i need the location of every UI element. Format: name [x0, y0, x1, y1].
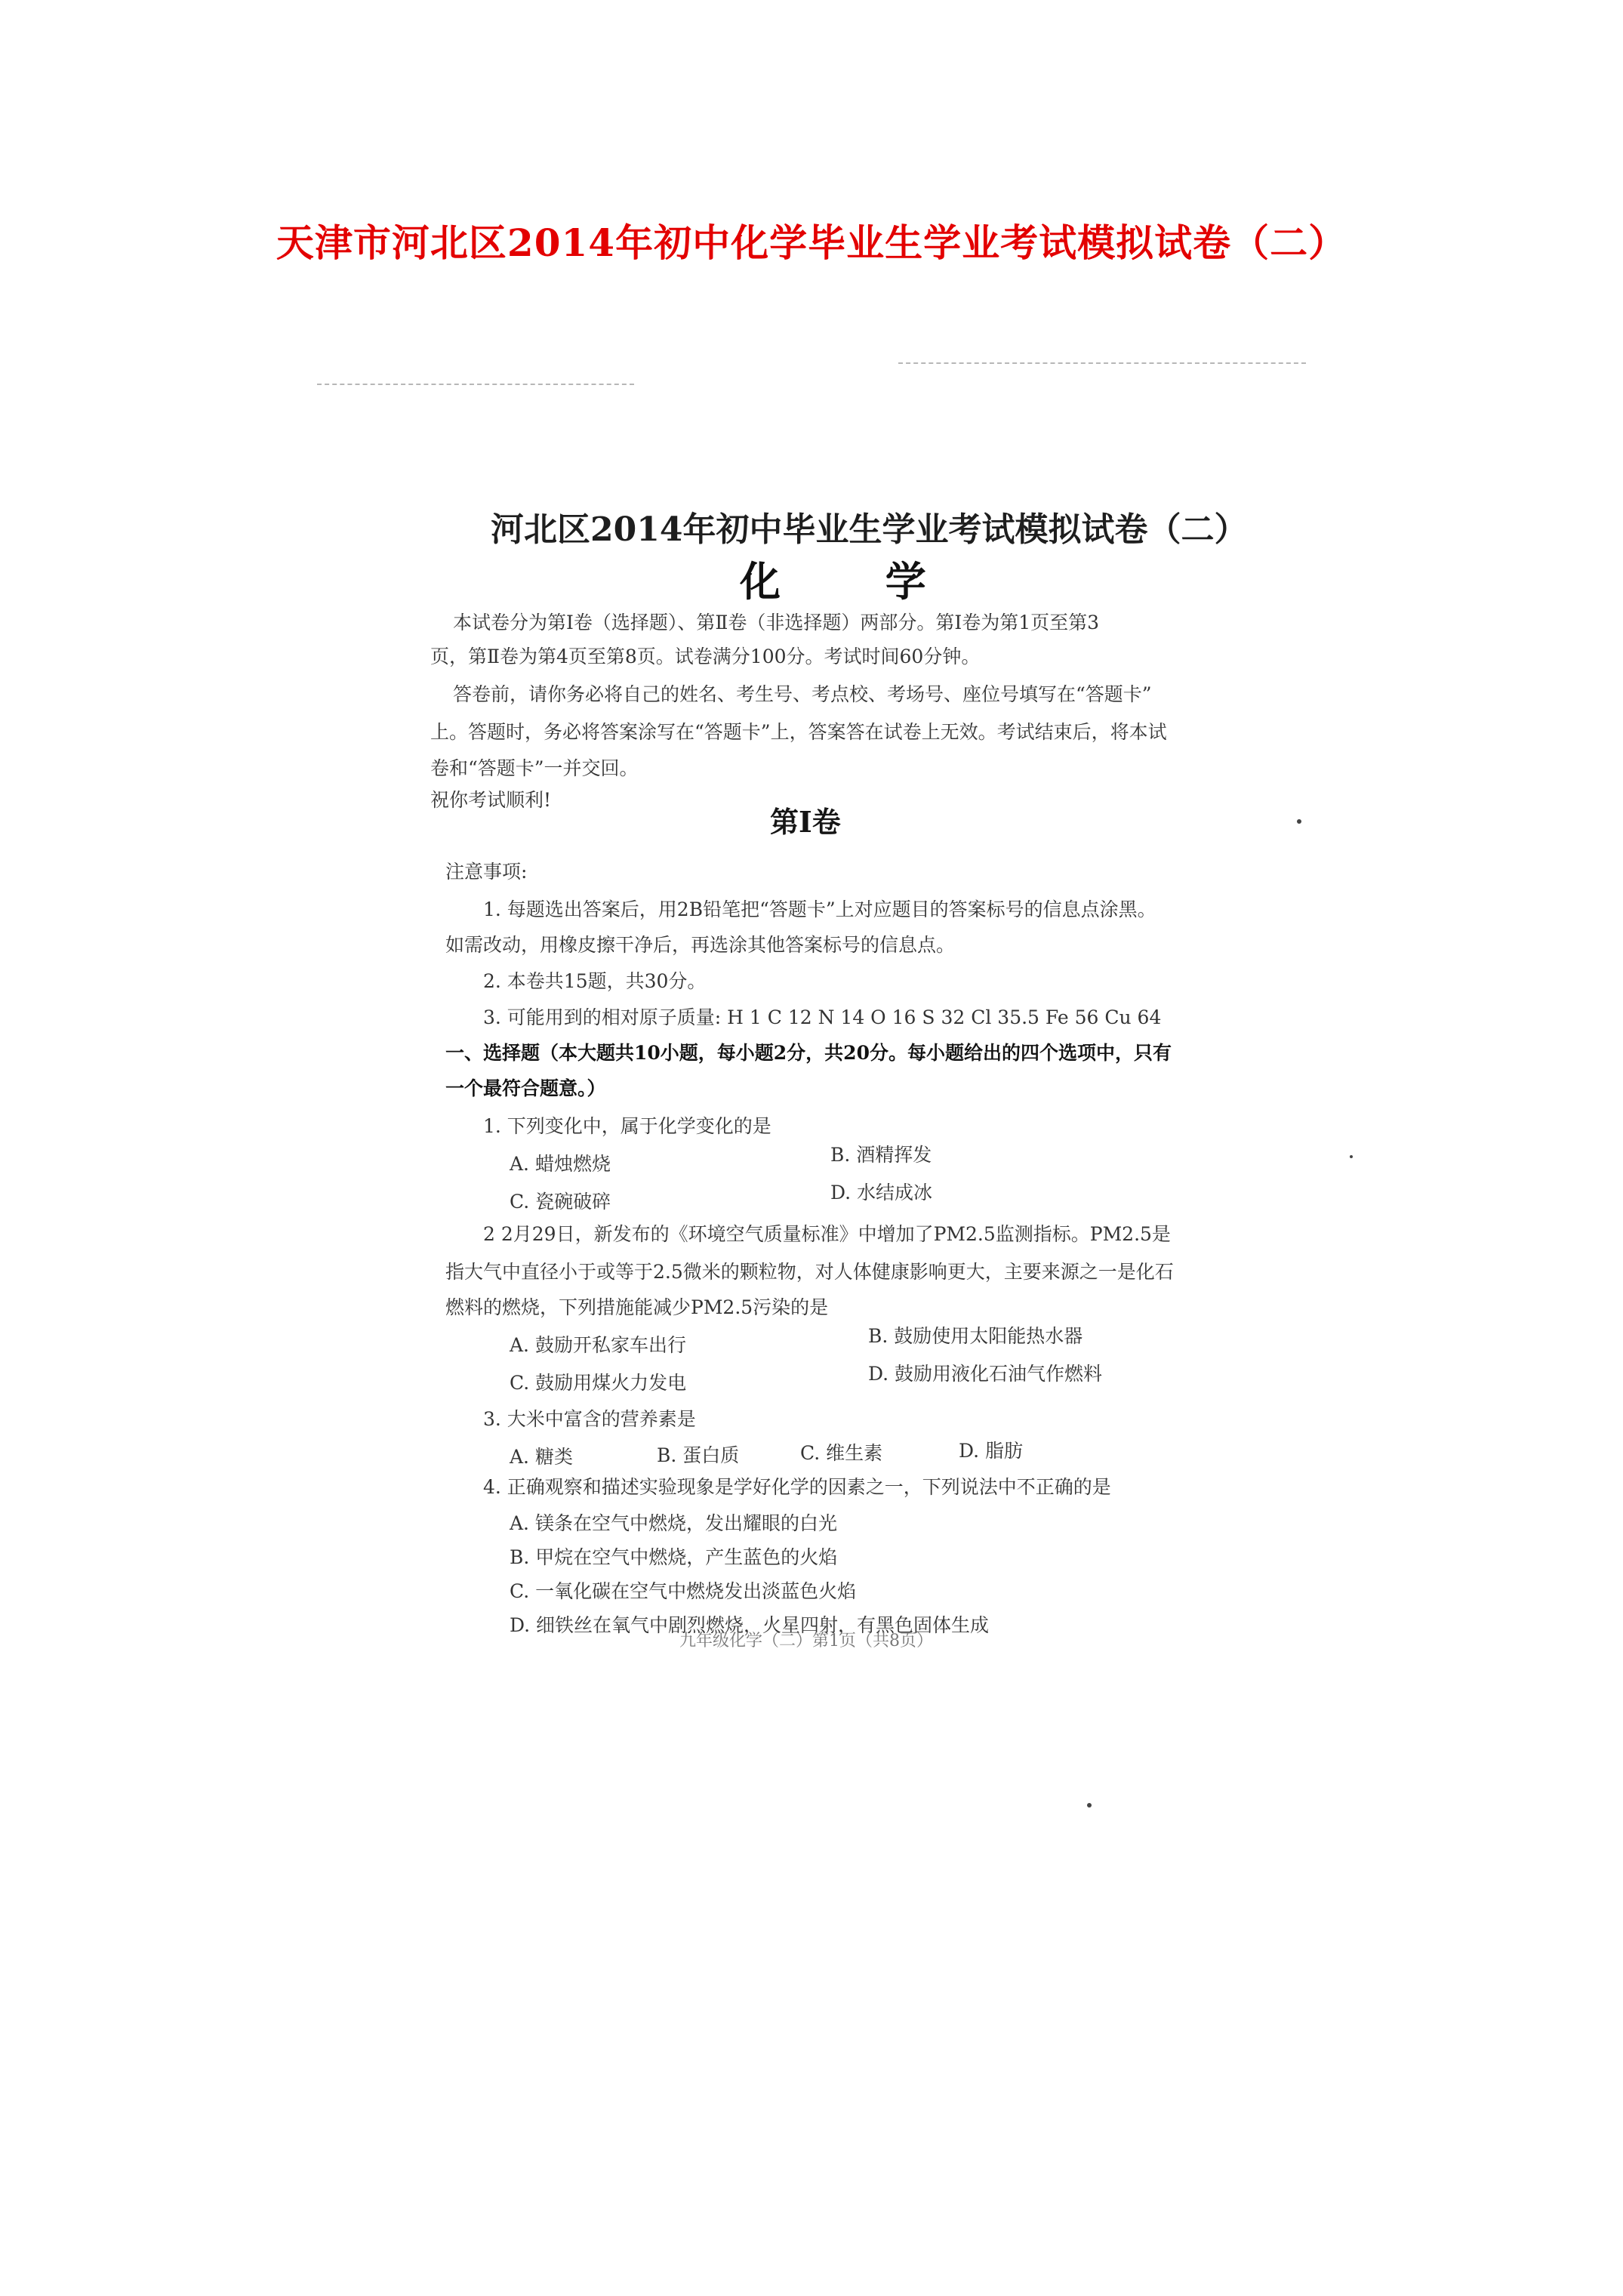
option-c: C. 一氧化碳在空气中燃烧发出淡蓝色火焰	[510, 1580, 857, 1602]
notes-heading: 注意事项:	[445, 861, 528, 883]
note-line: 1. 每题选出答案后，用2B铅笔把“答题卡”上对应题目的答案标号的信息点涂黑。	[483, 898, 1156, 920]
question-stem: 2 2月29日，新发布的《环境空气质量标准》中增加了PM2.5监测指标。PM2.5是	[483, 1223, 1171, 1245]
intro-line: 本试卷分为第Ⅰ卷（选择题）、第Ⅱ卷（非选择题）两部分。第Ⅰ卷为第1页至第3	[453, 612, 1100, 633]
note-line: 3. 可能用到的相对原子质量: H 1 C 12 N 14 O 16 S 32 Cl 35.5 Fe 56 Cu 64	[483, 1006, 1162, 1028]
document-title: 天津市河北区2014年初中化学毕业生学业考试模拟试卷（二）	[276, 220, 1347, 265]
exam-subject: 化 学	[740, 557, 972, 606]
option-d: D. 脂肪	[959, 1440, 1024, 1462]
option-a: A. 鼓励开私家车出行	[510, 1334, 686, 1356]
question-stem: 燃料的燃烧，下列措施能减少PM2.5污染的是	[445, 1296, 829, 1318]
option-a: A. 镁条在空气中燃烧，发出耀眼的白光	[510, 1512, 837, 1534]
part-heading: 一、选择题（本大题共10小题，每小题2分，共20分。每小题给出的四个选项中，只有	[445, 1042, 1172, 1064]
option-c: C. 鼓励用煤火力发电	[510, 1372, 687, 1394]
intro-line: 答卷前，请你务必将自己的姓名、考生号、考点校、考场号、座位号填写在“答题卡”	[453, 683, 1152, 705]
option-a: A. 蜡烛燃烧	[510, 1153, 611, 1175]
note-line: 如需改动，用橡皮擦干净后，再选涂其他答案标号的信息点。	[445, 934, 956, 956]
option-a: A. 糖类	[510, 1446, 573, 1468]
section-heading: 第Ⅰ卷	[770, 805, 841, 839]
scan-speck	[1087, 1803, 1092, 1808]
page-footer: 九年级化学（二）第1页（共8页）	[679, 1632, 933, 1650]
option-c: C. 维生素	[800, 1442, 883, 1464]
exam-title: 河北区2014年初中毕业生学业考试模拟试卷（二）	[491, 510, 1248, 549]
option-b: B. 酒精挥发	[830, 1144, 932, 1166]
intro-line: 页，第Ⅱ卷为第4页至第8页。试卷满分100分。考试时间60分钟。	[430, 646, 981, 667]
option-d: D. 水结成冰	[830, 1182, 933, 1203]
question-stem: 1. 下列变化中，属于化学变化的是	[483, 1115, 771, 1137]
intro-line: 卷和“答题卡”一并交回。	[430, 757, 639, 779]
intro-line: 上。答题时，务必将答案涂写在“答题卡”上，答案答在试卷上无效。考试结束后，将本试	[430, 721, 1167, 743]
part-heading: 一个最符合题意。）	[445, 1077, 606, 1099]
scan-speck	[1350, 1155, 1353, 1158]
option-d: D. 鼓励用液化石油气作燃料	[868, 1363, 1103, 1385]
note-line: 2. 本卷共15题，共30分。	[483, 970, 707, 992]
option-b: B. 蛋白质	[657, 1444, 740, 1466]
option-b: B. 甲烷在空气中燃烧，产生蓝色的火焰	[510, 1546, 838, 1568]
intro-line: 祝你考试顺利!	[430, 789, 552, 811]
question-stem: 4. 正确观察和描述实验现象是学好化学的因素之一，下列说法中不正确的是	[483, 1476, 1111, 1498]
question-stem: 指大气中直径小于或等于2.5微米的颗粒物，对人体健康影响更大，主要来源之一是化石	[445, 1261, 1174, 1283]
option-c: C. 瓷碗破碎	[510, 1191, 611, 1213]
scanned-exam-page	[317, 340, 1313, 1661]
option-b: B. 鼓励使用太阳能热水器	[868, 1325, 1083, 1347]
option-d: D. 细铁丝在氧气中剧烈燃烧，火星四射，有黑色固体生成	[510, 1614, 990, 1636]
question-stem: 3. 大米中富含的营养素是	[483, 1408, 696, 1430]
